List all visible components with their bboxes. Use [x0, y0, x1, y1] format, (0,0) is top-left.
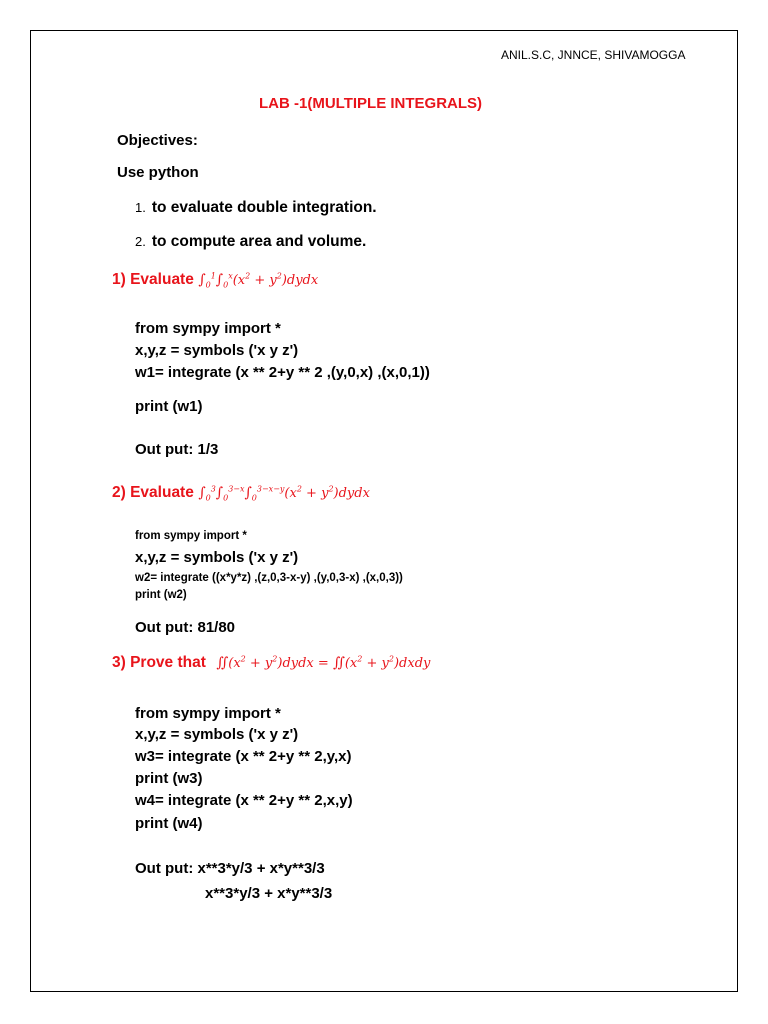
- question-3: [112, 654, 430, 672]
- objective-item-2: [135, 233, 366, 251]
- q2-code-line: from sympy import *: [135, 530, 247, 542]
- question-2-formula: $\int_0^3\int_0^{3-x}\int_0^{3-x-y}(x^2$ + $y^2)dydx$: [198, 484, 370, 503]
- objective-number: 2.: [135, 234, 146, 249]
- question-3-formula: $∬(x^2$ + $y^2)dydx$ = $∬(x^2$ + $y^2)dxdy$: [216, 654, 431, 671]
- q1-code-line: x,y,z = symbols ('x y z'): [135, 342, 299, 359]
- use-python-label: Use python: [117, 164, 199, 181]
- question-1-formula: $\int_0^1\int_0^x(x^2$ + $y^2)dydx$: [198, 271, 319, 290]
- question-1: [112, 271, 318, 290]
- question-2-label: 2) Evaluate: [112, 484, 194, 501]
- q3-code-line: print (w4): [135, 815, 203, 832]
- q3-code-line: w4= integrate (x ** 2+y ** 2,x,y): [135, 792, 353, 809]
- q1-code-line: from sympy import *: [135, 320, 281, 337]
- objective-text: to compute area and volume.: [151, 233, 367, 250]
- objective-number: 1.: [135, 200, 146, 215]
- q1-code-line: w1= integrate (x ** 2+y ** 2 ,(y,0,x) ,(x,0,1)): [135, 364, 430, 381]
- q3-output-line-2: x**3*y/3 + x*y**3/3: [205, 885, 333, 902]
- q3-code-line: print (w3): [135, 770, 203, 787]
- q1-code-line: print (w1): [135, 398, 203, 415]
- q2-code-line: w2= integrate ((x*y*z) ,(z,0,3-x-y) ,(y,0,3-x) ,(x,0,3)): [135, 572, 403, 584]
- objective-item-1: [135, 199, 377, 217]
- lab-title: LAB -1(MULTIPLE INTEGRALS): [259, 95, 483, 112]
- objective-text: to evaluate double integration.: [151, 199, 377, 216]
- q3-output-line-1: Out put: x**3*y/3 + x*y**3/3: [135, 860, 325, 877]
- question-1-label: 1) Evaluate: [112, 271, 194, 288]
- page-header: ANIL.S.C, JNNCE, SHIVAMOGGA: [501, 48, 686, 62]
- q1-output: Out put: 1/3: [135, 441, 219, 458]
- q3-code-line: from sympy import *: [135, 705, 281, 722]
- objectives-label: Objectives:: [117, 132, 198, 149]
- q2-code-line: print (w2): [135, 589, 187, 601]
- q3-code-line: w3= integrate (x ** 2+y ** 2,y,x): [135, 748, 352, 765]
- question-3-label: 3) Prove that: [112, 654, 206, 671]
- q2-code-line: x,y,z = symbols ('x y z'): [135, 549, 299, 566]
- question-2: [112, 484, 370, 503]
- q3-code-line: x,y,z = symbols ('x y z'): [135, 726, 299, 743]
- q2-output: Out put: 81/80: [135, 619, 236, 636]
